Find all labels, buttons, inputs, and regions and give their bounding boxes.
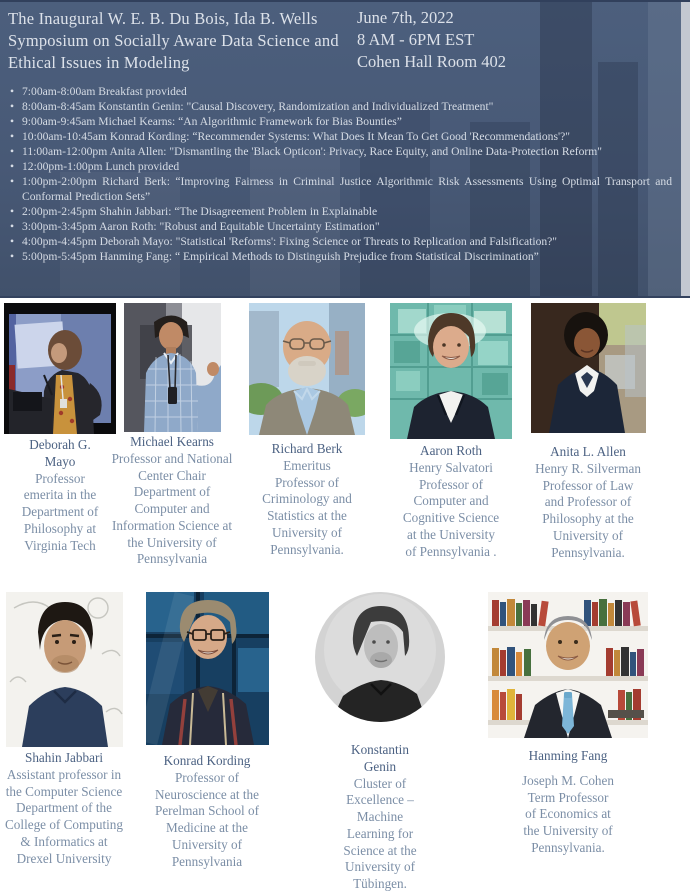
bullet-icon: • — [10, 220, 15, 233]
speaker-photo-anita-allen — [531, 303, 646, 433]
speaker-name: Shahin Jabbari — [24, 750, 103, 765]
bullet-icon: • — [10, 250, 15, 263]
event-location: Cohen Hall Room 402 — [357, 51, 506, 71]
speaker-card-anita-allen — [524, 303, 652, 560]
speaker-description: Emeritus Professor of Criminology and Statistics at the University of Pennsylvania. — [262, 457, 352, 557]
speaker-photo-aaron-roth — [390, 303, 512, 439]
schedule-item: • 7:00am-8:00am Breakfast provided — [10, 85, 187, 98]
schedule-item: • 8:00am-8:45am Konstantin Genin: "Causal Discovery, Randomization and Individualized Treatment" — [10, 100, 494, 113]
speaker-description: Henry Salvatori Professor of Computer and Cognitive Science at the University of Pennsylvania . — [402, 459, 500, 559]
bullet-icon: • — [10, 145, 15, 158]
speaker-card-konstantin-genin — [308, 592, 452, 892]
speaker-card-aaron-roth — [388, 303, 514, 559]
schedule-item: • 3:00pm-3:45pm Aaron Roth: "Robust and Equitable Uncertainty Estimation" — [10, 220, 380, 233]
schedule-item: • 12:00pm-1:00pm Lunch provided — [10, 160, 180, 173]
schedule-item: • 11:00am-12:00pm Anita Allen: "Dismantling the 'Black Opticon': Privacy, Race Equity, and Online Data-Protection Reform" — [10, 145, 603, 158]
header-banner — [0, 0, 690, 298]
bullet-icon: • — [10, 235, 15, 248]
speaker-caption — [110, 434, 234, 568]
bullet-icon: • — [10, 85, 15, 98]
skyline-light-strip — [681, 2, 690, 298]
speaker-caption — [334, 742, 426, 893]
speaker-description: Assistant professor in the Computer Science Department of the College of Computing & Informatics at Drexel University — [5, 766, 123, 866]
speaker-card-deborah-mayo — [0, 303, 120, 553]
speaker-card-hanming-fang — [488, 592, 648, 855]
event-date: June 7th, 2022 — [357, 8, 454, 27]
speaker-photo-konrad-kording — [146, 592, 269, 745]
schedule-item: • 9:00am-9:45am Michael Kearns: “An Algorithmic Framework for Bias Bounties” — [10, 115, 402, 128]
speakers-row-1 — [0, 303, 690, 592]
bullet-icon: • — [10, 175, 15, 188]
speaker-caption — [154, 753, 260, 870]
speaker-card-richard-berk — [244, 303, 370, 557]
speaker-name: Deborah G. Mayo — [29, 437, 91, 469]
speaker-name: Hanming Fang — [528, 748, 608, 763]
schedule-item: • 1:00pm-2:00pm Richard Berk: “Improving Fairness in Criminal Justice Algorithmic Risk Assessments Using Optimal Transport and Conformal Prediction Sets” — [10, 175, 672, 203]
event-details — [357, 7, 657, 72]
speaker-card-konrad-kording — [140, 592, 274, 869]
speaker-caption — [257, 441, 357, 558]
speaker-name: Aaron Roth — [420, 443, 482, 458]
speaker-caption — [532, 444, 644, 561]
bullet-icon: • — [10, 205, 15, 218]
bullet-icon: • — [10, 115, 15, 128]
speakers-row-2 — [0, 592, 690, 893]
speaker-caption — [521, 748, 615, 857]
speaker-description: Professor emerita in the Department of Philosophy at Virginia Tech — [21, 470, 99, 553]
speaker-description: Professor of Neuroscience at the Perelman School of Medicine at the University of Pennsylvania — [154, 769, 259, 869]
schedule-list — [8, 84, 672, 264]
bullet-icon: • — [10, 130, 15, 143]
speaker-name: Michael Kearns — [130, 434, 214, 449]
speaker-description: Henry R. Silverman Professor of Law and Professor of Philosophy at the University of Pennsylvania. — [535, 460, 641, 560]
speaker-name: Richard Berk — [271, 441, 343, 456]
speaker-caption — [4, 750, 124, 867]
speaker-photo-deborah-mayo — [4, 303, 116, 434]
speaker-description: Professor and National Center Chair Department of Computer and Information Science at the University of Pennsylvania — [111, 450, 233, 567]
speaker-photo-richard-berk — [249, 303, 365, 435]
event-time: 8 AM - 6PM EST — [357, 29, 475, 49]
speaker-card-shahin-jabbari — [2, 592, 126, 866]
speaker-photo-konstantin-genin — [315, 592, 445, 722]
bullet-icon: • — [10, 100, 15, 113]
poster-title: The Inaugural W. E. B. Du Bois, Ida B. Wells Symposium on Socially Aware Data Science and Ethical Issues in Modeling — [8, 9, 339, 72]
speaker-photo-michael-kearns — [124, 303, 221, 432]
schedule-item: • 10:00am-10:45am Konrad Kording: “Recommender Systems: What Does It Mean To Get Good 'Recommendations'?" — [10, 130, 570, 143]
speaker-name: Anita L. Allen — [550, 444, 626, 459]
speaker-description: Cluster of Excellence – Machine Learning for Science at the University of Tübingen. — [343, 775, 417, 892]
speaker-caption — [14, 437, 106, 554]
speaker-caption — [401, 443, 501, 560]
speaker-description: Joseph M. Cohen Term Professor of Economics at the University of Pennsylvania. — [522, 772, 614, 855]
speaker-card-michael-kearns — [110, 303, 234, 567]
speaker-name: Konrad Kording — [163, 753, 251, 768]
schedule-item: • 5:00pm-5:45pm Hanming Fang: “ Empirical Methods to Distinguish Prejudice from Statistical Discrimination” — [10, 250, 539, 263]
speaker-name: Konstantin Genin — [351, 742, 409, 774]
bullet-icon: • — [10, 160, 15, 173]
speaker-photo-shahin-jabbari — [6, 592, 123, 747]
speaker-photo-hanming-fang — [488, 592, 648, 738]
schedule-item: • 2:00pm-2:45pm Shahin Jabbari: “The Disagreement Problem in Explainable — [10, 205, 378, 218]
schedule-item: • 4:00pm-4:45pm Deborah Mayo: "Statistical 'Reforms': Fixing Science or Threats to Replication and Falsification?" — [10, 235, 558, 248]
